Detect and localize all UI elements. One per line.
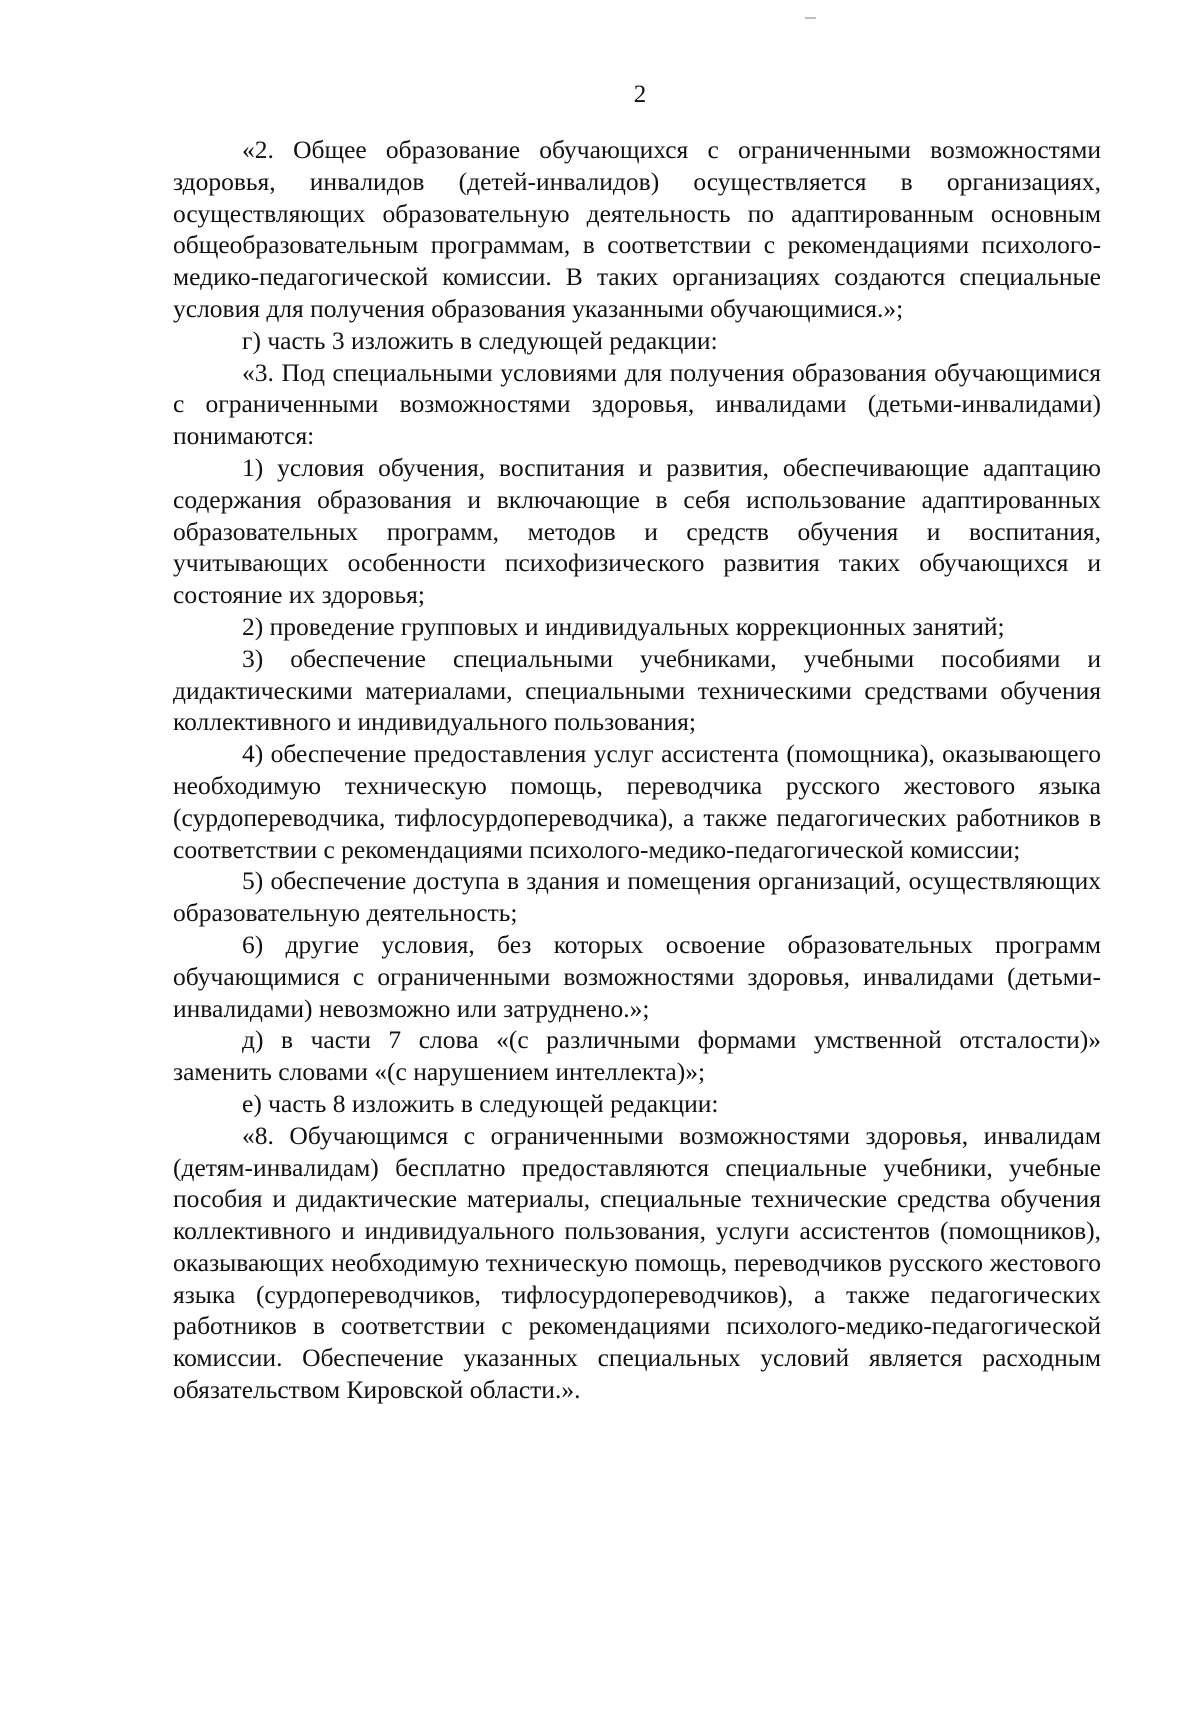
paragraph-item-d: д) в части 7 слова «(с различными формами умственной отсталости)» заменить словами «(с нарушением интеллекта)»; <box>173 1025 1101 1087</box>
paragraph-item-g: г) часть 3 изложить в следующей редакции: <box>242 325 718 355</box>
list-item-4: 4) обеспечение предоставления услуг ассистента (помощника), оказывающего необходимую техническую помощь, переводчика русского жестового языка (сурдопереводчика, тифлосурдопереводчика), а также педагогических работников в соответствии с рекомендациями психолого-медико-педагогической комиссии; <box>173 739 1101 864</box>
paragraph-part-8: «8. Обучающимся с ограниченными возможностями здоровья, инвалидам (детям-инвалидам) бесплатно предоставляются специальные учебники, учебные пособия и дидактические материалы, специальные технические средства обучения коллективного и индивидуального пользования, услуги ассистентов (помощников), оказывающих необходимую техническую помощь, переводчиков русского жестового языка (сурдопереводчиков, тифлосурдопереводчиков), а также педагогических работников в соответствии с рекомендациями психолого-медико-педагогической комиссии. Обеспечение указанных специальных условий является расходным обязательством Кировской области.». <box>173 1120 1101 1405</box>
list-item-6: 6) другие условия, без которых освоение образовательных программ обучающимися с ограниченными возможностями здоровья, инвалидами (детьми-инвалидами) невозможно или затруднено.»; <box>173 929 1101 1023</box>
paragraph-part-3: «3. Под специальными условиями для получения образования обучающимися с ограниченными возможностями здоровья, инвалидами (детьми-инвалидами) понимаются: <box>173 357 1101 451</box>
list-item-5: 5) обеспечение доступа в здания и помещения организаций, осуществляющих образовательную деятельность; <box>173 866 1101 928</box>
paragraph-item-e: е) часть 8 изложить в следующей редакции: <box>242 1088 719 1118</box>
paragraph-general-education: «2. Общее образование обучающихся с ограниченными возможностями здоровья, инвалидов (детей-инвалидов) осуществляется в организациях, осуществляющих образовательную деятельность по адаптированным основным общеобразовательным программам, в соответствии с рекомендациями психолого-медико-педагогической комиссии. В таких организациях создаются специальные условия для получения образования указанными обучающимися.»; <box>173 135 1101 323</box>
page-number: 2 <box>633 81 647 108</box>
list-item-3: 3) обеспечение специальными учебниками, учебными пособиями и дидактическими материалами, специальными техническими средствами обучения коллективного и индивидуального пользования; <box>173 643 1101 737</box>
list-item-2: 2) проведение групповых и индивидуальных коррекционных занятий; <box>242 611 1005 641</box>
document-body <box>173 134 1101 1406</box>
list-item-1: 1) условия обучения, воспитания и развития, обеспечивающие адаптацию содержания образования и включающие в себя использование адаптированных образовательных программ, методов и средств обучения и воспитания, учитывающих особенности психофизического развития таких обучающихся и состояние их здоровья; <box>173 452 1101 610</box>
scan-artifact-mark <box>805 17 816 19</box>
